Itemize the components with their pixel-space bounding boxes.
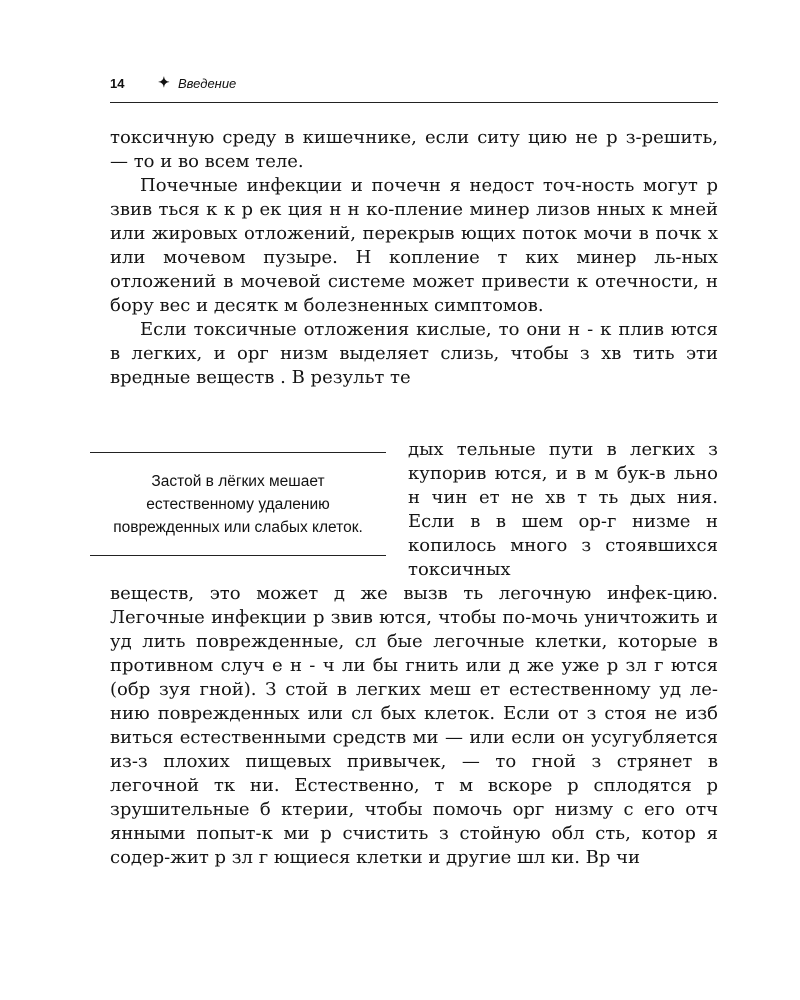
- section-title: Введение: [178, 76, 237, 91]
- paragraph-lungs-middle: дых тельные пути в легких з купорив ются, и в м бук-в льно н чин ет не хв т ть дых ния. Если в в шем ор-г низме н копилось много з стоявшихся токсичных: [408, 439, 718, 580]
- pull-quote-text: Застой в лёгких мешает естественному удалению поврежденных или слабых клеток.: [113, 472, 363, 536]
- paragraph-lungs-start: Если токсичные отложения кислые, то они н - к плив ются в легких, и орг низм выделяет слизь, чтобы з хв тить эти вредные веществ . В результ те: [110, 319, 718, 388]
- star-icon: ✦: [158, 74, 170, 90]
- page-number: 14: [110, 76, 125, 91]
- body-text-beside-quote: [408, 438, 718, 582]
- body-text-top: [110, 126, 718, 390]
- paragraph-continuation: токсичную среду в кишечнике, если ситу цию не р з-решить, — то и во всем теле.: [110, 127, 718, 172]
- paragraph-lungs-end: веществ, это может д же вызв ть легочную инфек-цию. Легочные инфекции р звив ются, чтобы по-мочь уничтожить и уд лить поврежденные, сл бые легочные клетки, которые в противном случ е н - ч ли бы гнить или д же уже р зл г ются (обр зуя гной). З стой в легких меш ет естественному уд ле-нию поврежденных или сл бых клеток. Если от з стоя не изб виться естественными средств ми — или если он усугубляется из-з плохих пищевых привычек, — то гной з стрянет в легочной тк ни. Естественно, т м вскоре р сплодятся р зрушительные б ктерии, чтобы помочь орг низму с его отч янными попыт-к ми р счистить з стойную обл сть, котор я содер-жит р зл г ющиеся клетки и другие шл ки. Вр чи: [110, 583, 718, 868]
- header-divider: [110, 102, 718, 103]
- running-header: [110, 74, 718, 100]
- paragraph-kidney: Почечные инфекции и почечн я недост точ-ность могут р звив ться к к р ек ция н н ко-пление минер лизов нных к мней или жировых отложений, перекрыв ющих поток мочи в почк х или мочевом пузыре. Н копление т ких минер ль-ных отложений в мочевой системе может привести к отечности, н бору вес и десятк м болезненных симптомов.: [110, 175, 718, 316]
- body-text-bottom: [110, 582, 718, 870]
- pull-quote: [90, 452, 386, 556]
